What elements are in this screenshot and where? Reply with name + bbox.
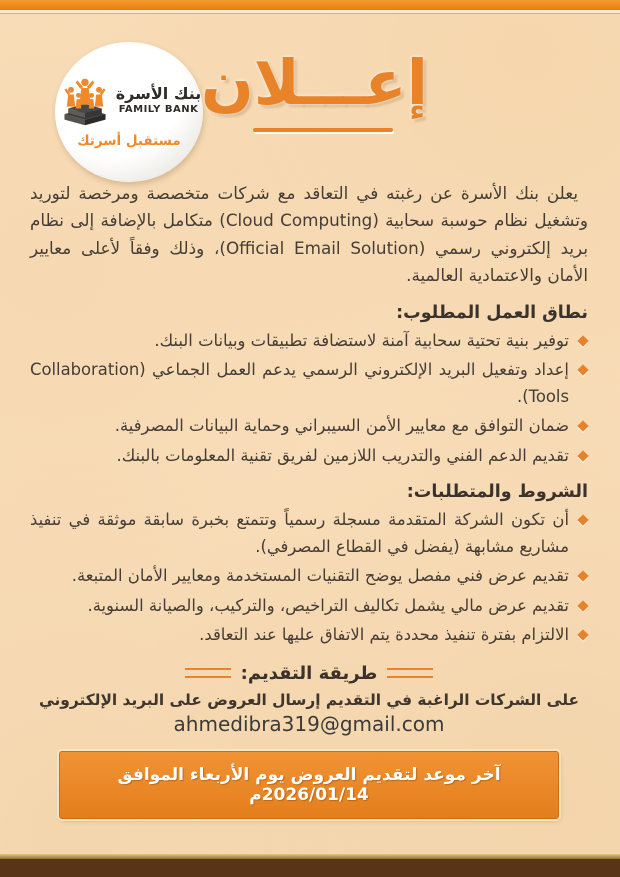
title-block [200,38,428,132]
requirements-list [30,507,588,649]
decorative-dash-line [185,668,231,678]
application-section-header: طريقة التقديم: [240,662,378,684]
requirements-section-header: الشروط والمتطلبات: [406,482,588,503]
page-title: إعـــلان [200,46,428,119]
requirements-item-text: الالتزام بفترة تنفيذ محددة يتم الاتفاق عليها عند التعاقد. [199,625,569,645]
diamond-bullet-icon [577,629,588,640]
diamond-bullet-icon [577,420,588,431]
scope-item-text: توفير بنية تحتية سحابية آمنة لاستضافة تطبيقات وبيانات البنك. [154,330,569,350]
logo-arabic-name: بنك الأسرة [115,84,202,104]
diamond-bullet-icon [577,450,588,461]
application-email: ahmedibra319@gmail.com [173,711,445,736]
scope-item-text: ضمان التوافق مع معايير الأمن السيبراني وحماية البيانات المصرفية. [114,416,569,436]
family-bank-logo [55,42,203,182]
requirements-list-item [30,622,588,649]
footer-bar [0,859,620,877]
diamond-bullet-icon [577,570,588,581]
requirements-item-text: تقديم عرض مالي يشمل تكاليف التراخيص، والتركيب، والصيانة السنوية. [87,595,569,615]
requirements-list-item [30,593,588,620]
requirements-item-text: أن تكون الشركة المتقدمة مسجلة رسمياً وتتمتع بخبرة سابقة موثقة في تنفيذ مشاريع مشابهة (يفضل في القطاع المصرفي). [30,510,569,556]
requirements-list-item [30,563,588,590]
top-accent-bar [0,0,620,10]
logo-english-name: FAMILY BANK [118,103,199,115]
scope-section-header: نطاق العمل المطلوب: [396,302,588,323]
title-underline [253,128,393,132]
scope-list-item [30,328,588,355]
family-figures-icon [57,72,113,130]
logo-top-row [57,72,202,130]
scope-item-text: إعداد وتفعيل البريد الإلكتروني الرسمي يدعم العمل الجماعي (Collaboration Tools). [30,360,569,406]
logo-tagline: مستقبل أسرتك [77,132,181,149]
deadline-banner [59,751,559,819]
diamond-bullet-icon [577,600,588,611]
scope-item-text: تقديم الدعم الفني والتدريب اللازمين لفريق تقنية المعلومات بالبنك. [116,445,569,465]
requirements-list-item [30,507,588,560]
scope-list [30,328,588,470]
scope-list-item [30,443,588,470]
application-instruction: على الشركات الراغبة في التقديم إرسال العروض على البريد الإلكتروني [38,690,580,709]
scope-list-item [30,357,588,410]
decorative-dash-line [387,668,433,678]
body-content [30,180,588,819]
diamond-bullet-icon [577,335,588,346]
application-header-row [30,663,588,684]
top-accent-line [0,10,620,14]
deadline-text: آخر موعد لتقديم العروض يوم الأربعاء الموافق 2026/01/14م [117,764,501,805]
intro-paragraph: يعلن بنك الأسرة عن رغبته في التعاقد مع شركات متخصصة ومرخصة لتوريد وتشغيل نظام حوسبة سحابية (Cloud Computing) متكامل بالإضافة إلى نظام بريد إلكتروني رسمي (Official Email Solution)، وذلك وفقاً لأعلى معايير الأمان والاعتمادية العالمية. [30,183,589,286]
scope-list-item [30,413,588,440]
logo-names [116,85,202,115]
diamond-bullet-icon [577,364,588,375]
diamond-bullet-icon [577,514,588,525]
requirements-item-text: تقديم عرض فني مفصل يوضح التقنيات المستخدمة ومعايير الأمان المتبعة. [71,566,569,586]
